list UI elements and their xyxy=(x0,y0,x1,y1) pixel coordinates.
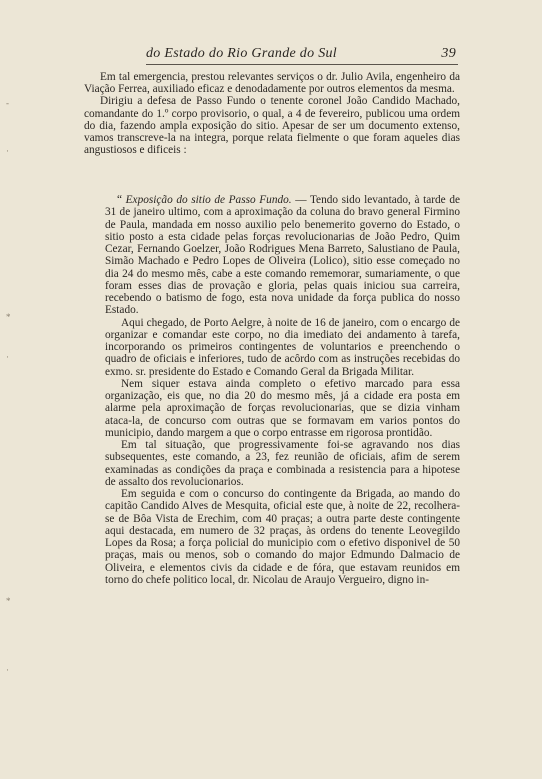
margin-mark: · xyxy=(6,665,9,675)
margin-mark: * xyxy=(6,312,11,322)
quote-paragraph xyxy=(105,194,460,317)
margin-mark: * xyxy=(6,596,11,606)
quote-paragraph: Nem siquer estava ainda completo o efetivo marcado para essa organização, eis que, no dia 20 do mesmo mês, já a cidade era posta em alarme pela aproximação de forças revolucionarias, que se dizia vinham ataca-la, de concurso com outras que se formavam em varios pontos do municipio, dando margem a que o corpo entrasse em rigorosa prontidão. xyxy=(105,377,460,439)
intro-paragraph: Em tal emergencia, prestou relevantes serviços o dr. Julio Avila, engenheiro da Viação Ferrea, auxiliado eficaz e denodadamente por outros elementos da mesma. xyxy=(84,71,460,96)
running-header xyxy=(146,46,456,62)
intro-paragraph: Dirigiu a defesa de Passo Fundo o tenente coronel João Candido Machado, comandante do 1.º corpo provisorio, o qual, a 4 de fevereiro, publicou uma ordem do dia, fazendo ampla exposição do sitio. Apesar de ser um documento extenso, vamos transcreve-la na integra, porque relata fielmente o que foram aqueles dias angustiosos e dificeis : xyxy=(84,95,460,157)
margin-mark: · xyxy=(6,146,9,156)
page-number: 39 xyxy=(441,46,456,61)
quote-opening-mark: “ xyxy=(117,194,126,206)
quote-paragraph: Em seguida e com o concurso do contingente da Brigada, ao mando do capitão Candido Alves de Mesquita, oficial este que, à noite de 22, recolhera-se de Bôa Vista de Erechim, com 40 praças; a outra parte deste contingente aqui destacada, em numero de 32 praças, às ordens do tenente Leovegildo Lopes da Rosa; a força policial do municipio com o efetivo disponivel de 50 praças, mais ou menos, sob o comando do major Edmundo Dalmacio de Oliveira, e elementos civis da cidade e de fóra, que estavam reunidos em torno do chefe politico local, dr. Nicolau de Araujo Vergueiro, digno in- xyxy=(105,488,460,586)
header-rule xyxy=(146,64,458,65)
quoted-order xyxy=(105,194,460,586)
quote-paragraph: Aqui chegado, de Porto Aelgre, à noite de 16 de janeiro, com o encargo de organizar e comandar este corpo, no dia imediato dei andamento à tarefa, incorporando os primeiros contingentes de voluntarios e preenchendo o quadro de oficiais e inferiores, tudo de acôrdo com as instruções recebidas do exmo. sr. presidente do Estado e Comando Geral da Brigada Militar. xyxy=(105,316,460,378)
quote-text: — Tendo sido levantado, à tarde de 31 de janeiro ultimo, com a aproximação da coluna do bravo general Firmino de Paula, mandada em nosso auxilio pelo benemerito governo do Estado, o sitio posto a esta cidade pelas forças revolucionarias de João Pedro, Quim Cezar, Fernando Goelzer, João Rodrigues Mena Barreto, Salustiano de Paula, Simão Machado e Pedro Lopes de Oliveira (Lolico), sitio esse começado no dia 24 do mesmo mês, cabe a este comando rememorar, sumariamente, o que foram esses dias de provação e gloria, pelas quais iniciou sua carreira, recebendo o batismo de fogo, esta nova unidade da força publica do nosso Estado. xyxy=(105,194,460,317)
running-title: do Estado do Rio Grande do Sul xyxy=(146,46,337,61)
intro-text xyxy=(84,71,460,156)
quote-title: Exposição do sitio de Passo Fundo. xyxy=(125,194,292,206)
margin-mark: · xyxy=(6,352,9,362)
quote-paragraph: Em tal situação, que progressivamente foi-se agravando nos dias subsequentes, este comando, a 23, fez reunião de oficiais, afim de serem examinadas as condições da praça e combinada a resistencia para a hipotese de assalto dos revolucionarios. xyxy=(105,439,460,488)
margin-mark: - xyxy=(6,98,9,108)
